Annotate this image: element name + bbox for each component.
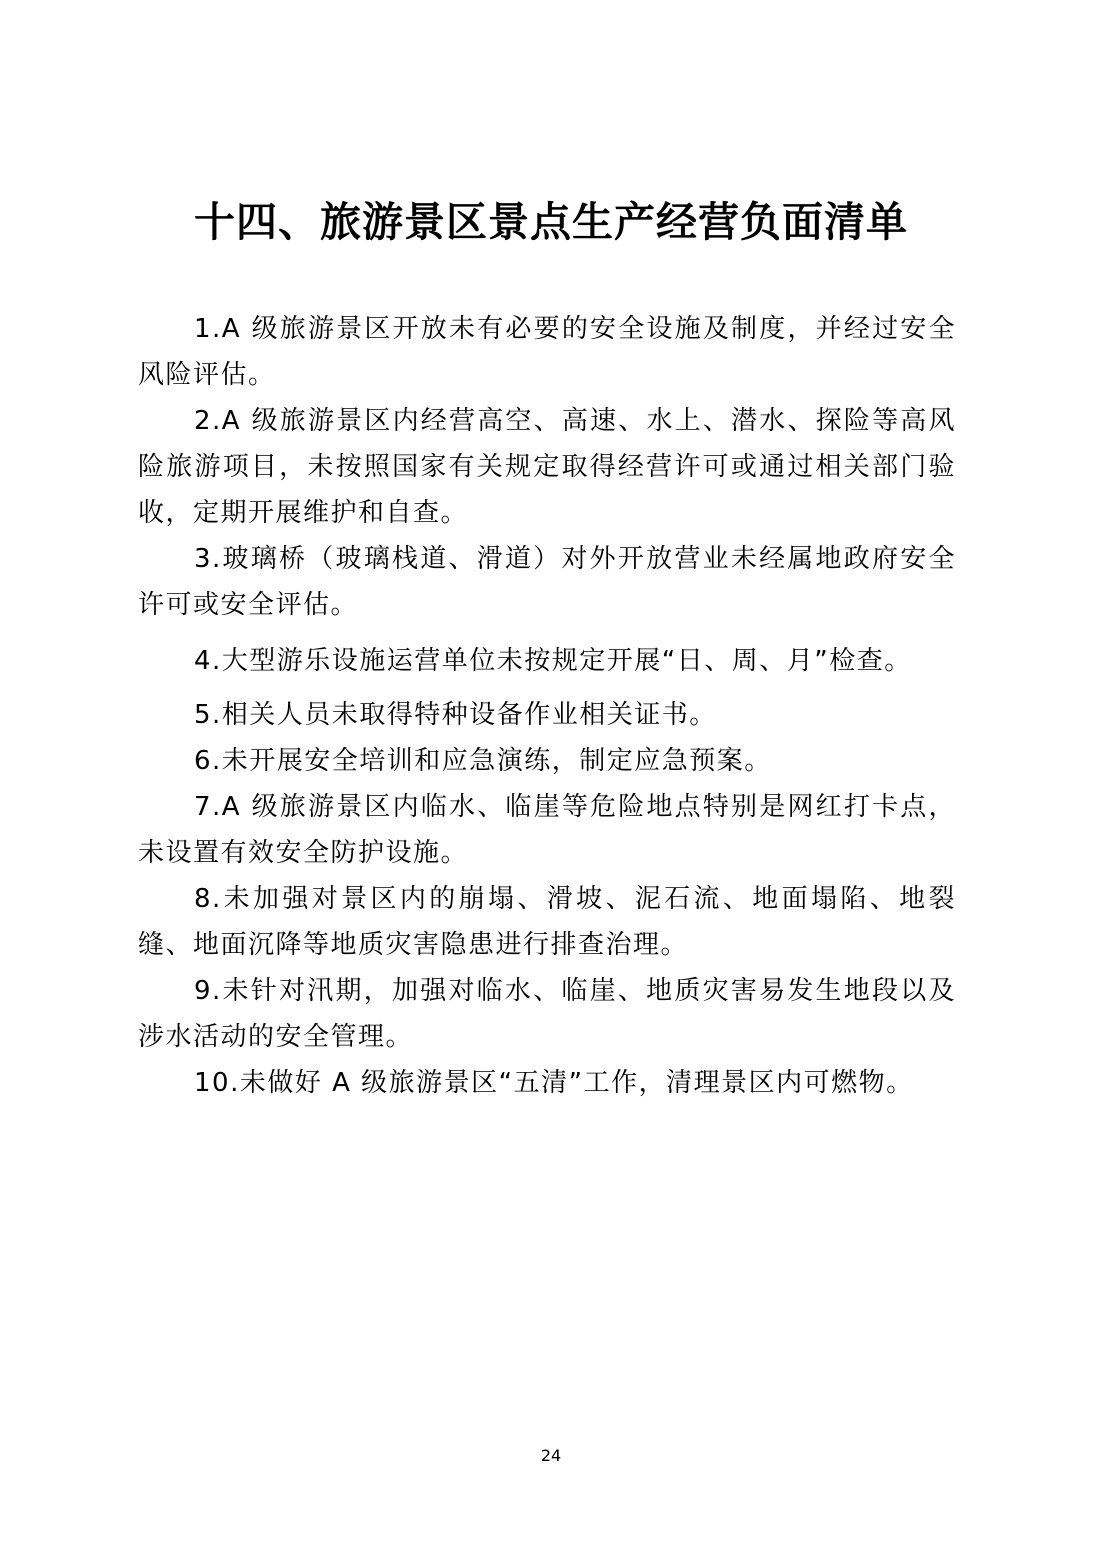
list-item-9: 9.未针对汛期，加强对临水、临崖、地质灾害易发生地段以及涉水活动的安全管理。: [138, 976, 956, 1052]
list-item-2: 2.A 级旅游景区内经营高空、高速、水上、潜水、探险等高风险旅游项目，未按照国家有关规定取得经营许可或通过相关部门验收，定期开展维护和自查。: [138, 406, 956, 528]
list-item-10: 10.未做好 A 级旅游景区“五清”工作，清理景区内可燃物。: [194, 1068, 914, 1098]
list-item-4: 4.大型游乐设施运营单位未按规定开展“日、周、月”检查。: [194, 646, 912, 676]
list-item-3: 3.玻璃桥（玻璃栈道、滑道）对外开放营业未经属地政府安全许可或安全评估。: [138, 544, 956, 620]
list-item-8: 8.未加强对景区内的崩塌、滑坡、泥石流、地面塌陷、地裂缝、地面沉降等地质灾害隐患进行排查治理。: [138, 884, 956, 960]
page-number: 24: [540, 1446, 562, 1465]
negative-list: [138, 306, 956, 1106]
list-item-1: 1.A 级旅游景区开放未有必要的安全设施及制度，并经过安全风险评估。: [138, 314, 956, 390]
list-item-7: 7.A 级旅游景区内临水、临崖等危险地点特别是网红打卡点，未设置有效安全防护设施。: [138, 792, 956, 868]
list-item-5: 5.相关人员未取得特种设备作业相关证书。: [194, 700, 717, 730]
page-title: 十四、旅游景区景点生产经营负面清单: [194, 198, 908, 246]
list-item-6: 6.未开展安全培训和应急演练，制定应急预案。: [194, 746, 772, 776]
